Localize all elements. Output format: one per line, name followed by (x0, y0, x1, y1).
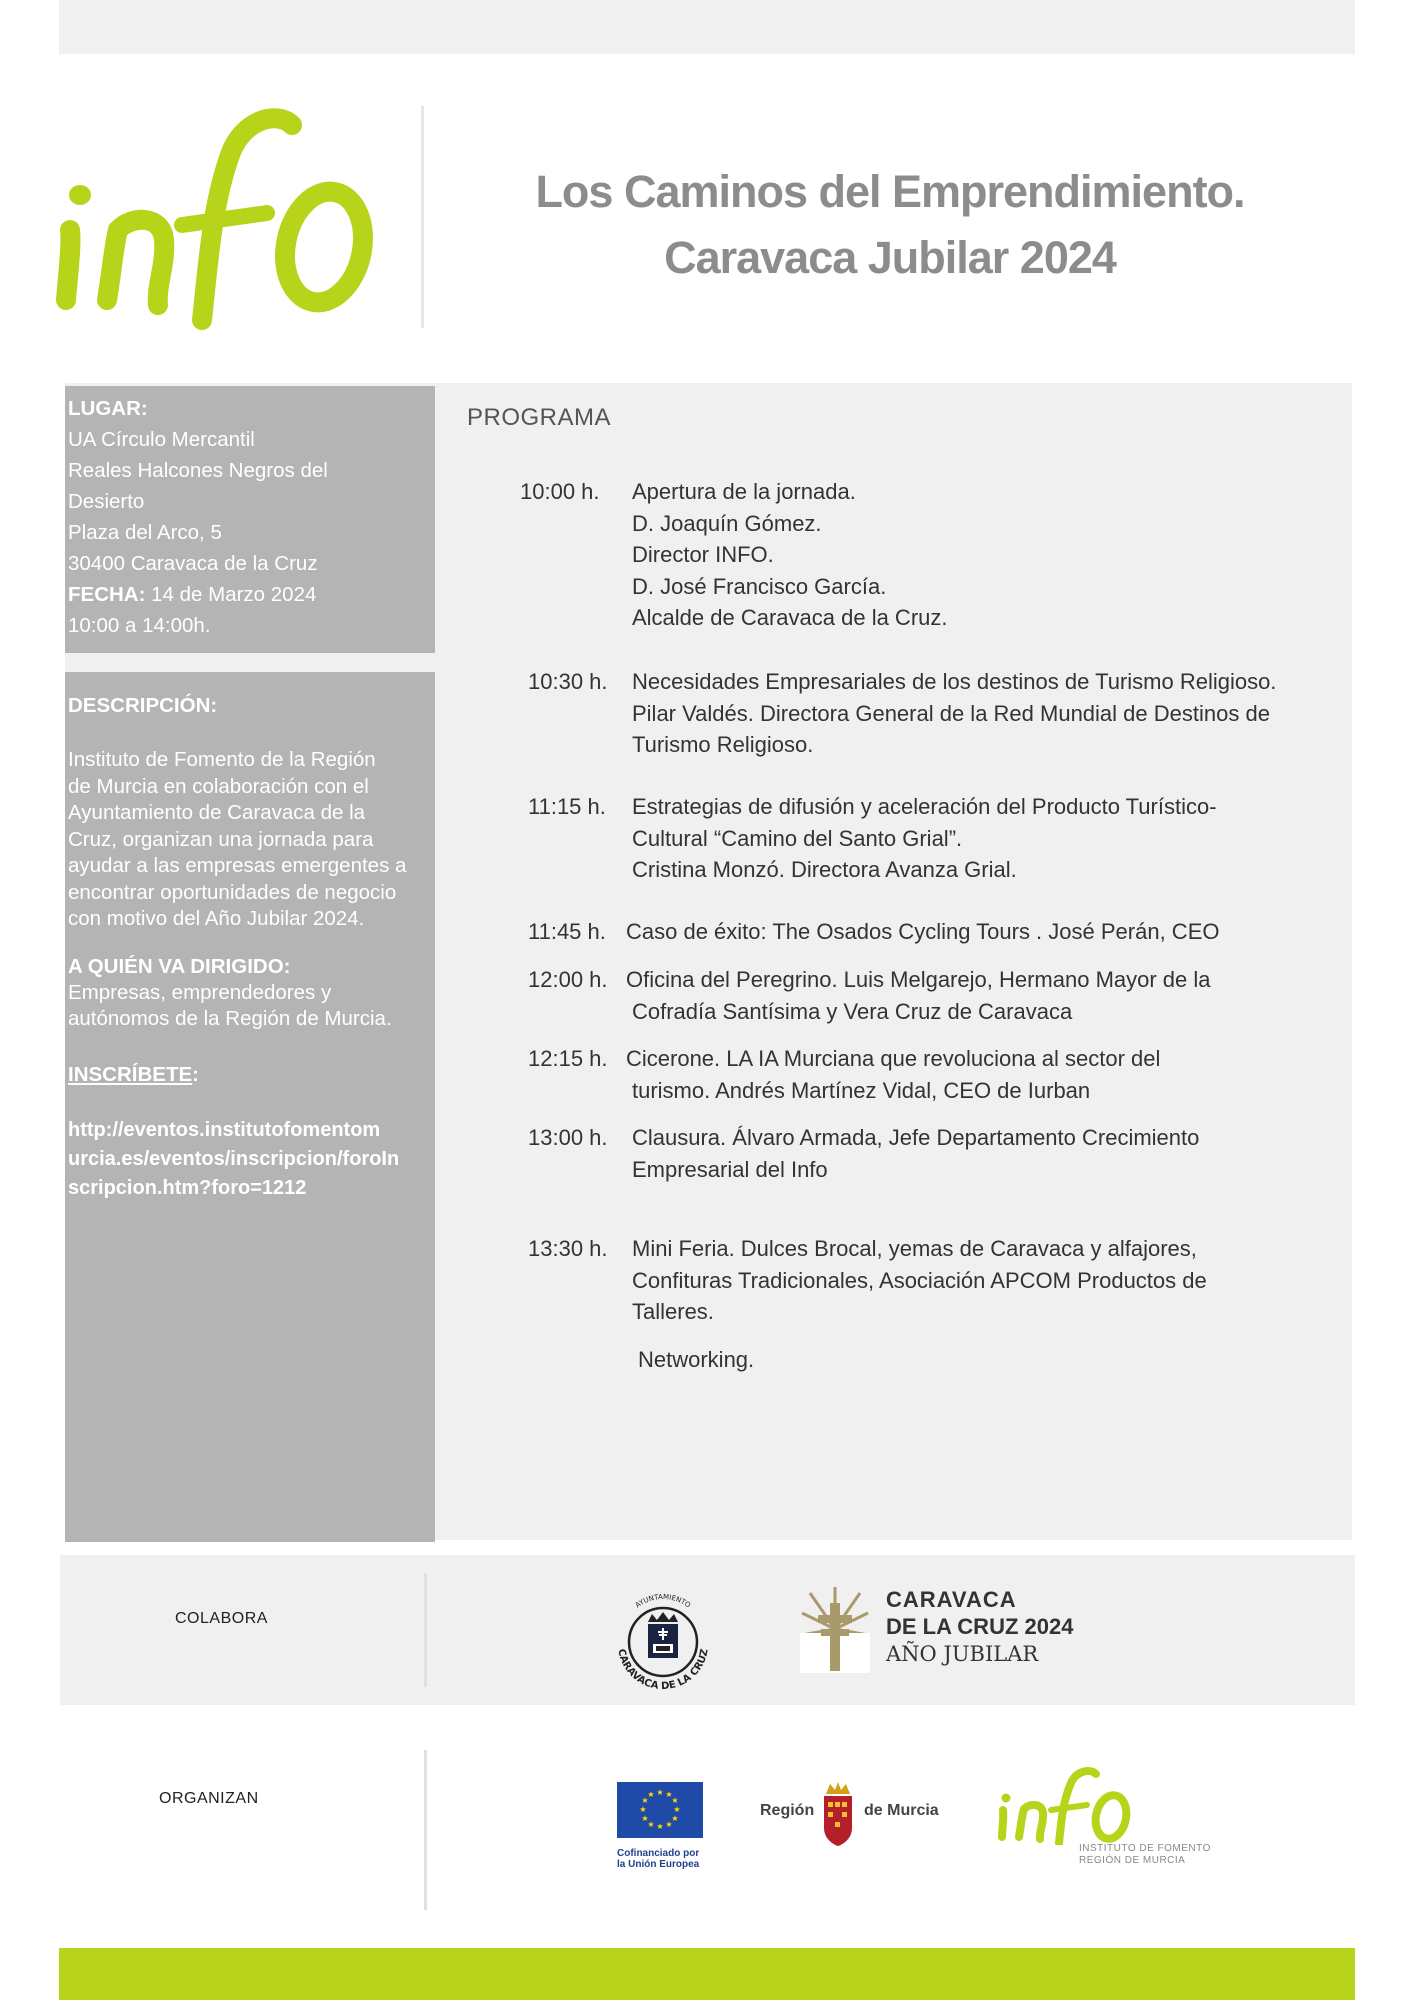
url-line[interactable]: http://eventos.institutofomentom (68, 1118, 381, 1141)
svg-text:★: ★ (671, 1814, 679, 1823)
program-line: Turismo Religioso. (632, 732, 814, 757)
program-line: Mini Feria. Dulces Brocal, yemas de Caravaca y alfajores, (632, 1236, 1197, 1261)
program-time: 13:00 h. (528, 1125, 608, 1150)
svg-text:★: ★ (665, 1820, 673, 1829)
svg-text:★: ★ (641, 1814, 649, 1823)
program-line: D. José Francisco García. (632, 573, 887, 599)
region-left: Región (760, 1802, 815, 1819)
info-instituto-logo (995, 1765, 1215, 1865)
program-line: Cicerone. LA IA Murciana que revoluciona al sector del (626, 1046, 1161, 1071)
hora: 10:00 a 14:00h. (68, 614, 211, 637)
program-line: Apertura de la jornada. (632, 479, 856, 504)
program-line: Clausura. Álvaro Armada, Jefe Departamento Crecimiento (632, 1125, 1200, 1150)
program-line: Director INFO. (632, 542, 774, 567)
bottom-brand-bar (59, 1948, 1355, 2000)
program-time: 10:00 h. (520, 479, 600, 504)
program-line: Cofradía Santísima y Vera Cruz de Caravaca (632, 998, 1073, 1024)
program-line: Pilar Valdés. Directora General de la Red Mundial de Destinos de (632, 700, 1270, 726)
lugar-line: Plaza del Arco, 5 (68, 521, 222, 544)
info-sub1: INSTITUTO DE FOMENTO (1079, 1843, 1211, 1854)
svg-text:★: ★ (665, 1790, 673, 1799)
svg-text:★: ★ (641, 1796, 649, 1805)
program-content (632, 791, 1217, 886)
program-time: 11:15 h. (528, 794, 606, 819)
header-divider (421, 106, 424, 328)
url-line[interactable]: scripcion.htm?foro=1212 (68, 1176, 307, 1199)
jubilar-line2: DE LA CRUZ 2024 (886, 1614, 1074, 1639)
svg-text:★: ★ (656, 1788, 664, 1797)
program-line: Oficina del Peregrino. Luis Melgarejo, Hermano Mayor de la (626, 967, 1211, 992)
ayuntamiento-seal (608, 1578, 718, 1698)
colabora-label: COLABORA (175, 1610, 268, 1627)
descripcion-line: encontrar oportunidades de negocio (68, 880, 397, 904)
eu-line2: la Unión Europea (617, 1859, 700, 1870)
program-content (632, 1233, 1207, 1328)
lugar-line: Reales Halcones Negros del (68, 459, 328, 482)
program-time: 11:45 h. (528, 919, 606, 944)
ayuntamiento-seal-icon (608, 1578, 718, 1698)
programa-heading: PROGRAMA (467, 404, 612, 431)
program-content (626, 964, 1211, 1027)
registration-url[interactable] (68, 1116, 432, 1203)
descripcion-text (68, 747, 432, 933)
svg-text:★: ★ (656, 1822, 664, 1831)
program-line: Cristina Monzó. Directora Avanza Grial. (632, 857, 1017, 882)
lugar-line: Desierto (68, 490, 145, 513)
murcia-shield-icon (818, 1780, 858, 1850)
colabora-divider (424, 1573, 427, 1687)
svg-text:★: ★ (671, 1796, 679, 1805)
seal-ring-bottom: CARAVACA DE LA CRUZ (615, 1647, 711, 1693)
program-time: 12:00 h. (528, 967, 608, 992)
region-murcia-logo (760, 1780, 950, 1850)
fecha-row (68, 579, 432, 610)
info-logo (52, 95, 392, 335)
dirigido-line: Empresas, emprendedores y (68, 980, 332, 1004)
inscribete-label (68, 1061, 432, 1088)
info-sub2: REGIÓN DE MURCIA (1079, 1855, 1186, 1866)
descripcion-line: ayudar a las empresas emergentes a (68, 854, 407, 877)
descripcion-line: de Murcia en colaboración con el (68, 774, 369, 798)
svg-text:★: ★ (673, 1805, 681, 1814)
page-title-line1: Los Caminos del Emprendimiento. (535, 166, 1245, 217)
caravaca-cross-icon (800, 1585, 870, 1673)
program-time: 10:30 h. (528, 669, 608, 694)
program-line: Confituras Tradicionales, Asociación APCOM Productos de (632, 1267, 1207, 1293)
program-line: Estrategias de difusión y aceleración del Producto Turístico- (632, 794, 1217, 819)
program-line: Cultural “Camino del Santo Grial”. (632, 825, 963, 851)
url-line[interactable]: urcia.es/eventos/inscripcion/foroIn (68, 1147, 400, 1170)
program-content (626, 916, 1219, 948)
seal-ring-top: AYUNTAMIENTO (633, 1592, 692, 1610)
inscribete-colon: : (192, 1062, 199, 1086)
descripcion-line: Cruz, organizan una jornada para (68, 827, 374, 851)
program-content (632, 666, 1276, 761)
program-time: 13:30 h. (528, 1236, 608, 1261)
dirigido-label: A QUIÉN VA DIRIGIDO: (68, 954, 291, 978)
organizan-divider (424, 1750, 427, 1910)
region-right: de Murcia (864, 1802, 939, 1819)
lugar-line: 30400 Caravaca de la Cruz (68, 552, 318, 575)
program-line: Talleres. (632, 1299, 714, 1324)
eu-flag-icon (617, 1782, 703, 1838)
svg-text:★: ★ (647, 1820, 655, 1829)
program-time: 12:15 h. (528, 1046, 608, 1071)
eu-logo (617, 1782, 717, 1874)
dirigido-line: autónomos de la Región de Murcia. (68, 1007, 392, 1030)
program-content (626, 1043, 1160, 1106)
organizan-label: ORGANIZAN (159, 1790, 259, 1807)
program-line: turismo. Andrés Martínez Vidal, CEO de Iurban (632, 1077, 1091, 1103)
program-line: Alcalde de Caravaca de la Cruz. (632, 605, 948, 630)
descripcion-label: DESCRIPCIÓN: (68, 694, 218, 717)
jubilar-line3: AÑO JUBILAR (886, 1642, 1039, 1666)
fecha-label: FECHA: (68, 583, 146, 606)
program-line: Necesidades Empresariales de los destinos de Turismo Religioso. (632, 669, 1277, 694)
svg-text:★: ★ (639, 1805, 647, 1814)
caravaca-jubilar-logo (800, 1585, 1120, 1675)
info-small-logo-icon (995, 1765, 1135, 1845)
program-line: Empresarial del Info (632, 1156, 828, 1182)
dirigido-text (68, 980, 432, 1033)
description-box (65, 672, 435, 1542)
descripcion-line: Ayuntamiento de Caravaca de la (68, 801, 366, 824)
jubilar-line1: CARAVACA (886, 1587, 1017, 1612)
eu-line1: Cofinanciado por (617, 1848, 700, 1859)
top-band (59, 0, 1355, 54)
fecha-value: 14 de Marzo 2024 (145, 583, 317, 606)
location-box (65, 386, 435, 653)
lugar-label: LUGAR: (68, 397, 148, 420)
program-line: Caso de éxito: The Osados Cycling Tours . José Perán, CEO (626, 919, 1220, 944)
program-content (632, 1122, 1199, 1185)
page-title-line2: Caravaca Jubilar 2024 (664, 232, 1116, 283)
networking: Networking. (638, 1347, 755, 1372)
lugar-line: UA Círculo Mercantil (68, 428, 255, 451)
inscribete-link[interactable]: INSCRÍBETE (68, 1062, 193, 1086)
descripcion-line: con motivo del Año Jubilar 2024. (68, 907, 365, 930)
program-content (632, 476, 948, 634)
program-line: D. Joaquín Gómez. (632, 510, 822, 536)
descripcion-line: Instituto de Fomento de la Región (68, 748, 376, 771)
svg-text:★: ★ (647, 1790, 655, 1799)
